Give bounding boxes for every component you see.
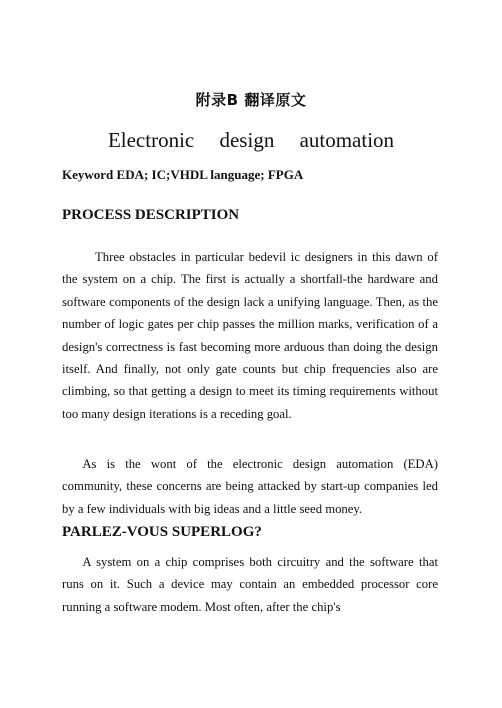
- keywords-line: Keyword EDA; IC;VHDL language; FPGA: [62, 167, 304, 182]
- document-title: Electronic design automation: [107, 128, 395, 152]
- paragraph-eda-community: As is the wont of the electronic design automation (EDA) community, these concerns are being attacked by start-up companies led by a few individuals with big ideas and a little seed money.: [62, 457, 438, 516]
- section-heading-parlez-vous-superlog: PARLEZ-VOUS SUPERLOG?: [62, 524, 262, 540]
- section-heading-process-description: PROCESS DESCRIPTION: [62, 207, 240, 223]
- paragraph-obstacles: Three obstacles in particular bedevil ic designers in this dawn of the system on a chip. The first is actually a shortfall-the hardware and software components of the design lack a unifying language. Then, as the number of logic gates per chip passes the million marks, verification of a design's correctness is fast becoming more arduous than doing the design itself. And finally, not only gate counts but chip frequencies also are climbing, so that getting a design to meet its timing requirements without too many design iterations is a receding goal.: [62, 250, 438, 421]
- paragraph-system-on-chip: A system on a chip comprises both circuitry and the software that runs on it. Such a device may contain an embedded processor core running a software modem. Most often, after the chip's: [62, 555, 438, 614]
- appendix-title: 附录B 翻译原文: [195, 91, 307, 109]
